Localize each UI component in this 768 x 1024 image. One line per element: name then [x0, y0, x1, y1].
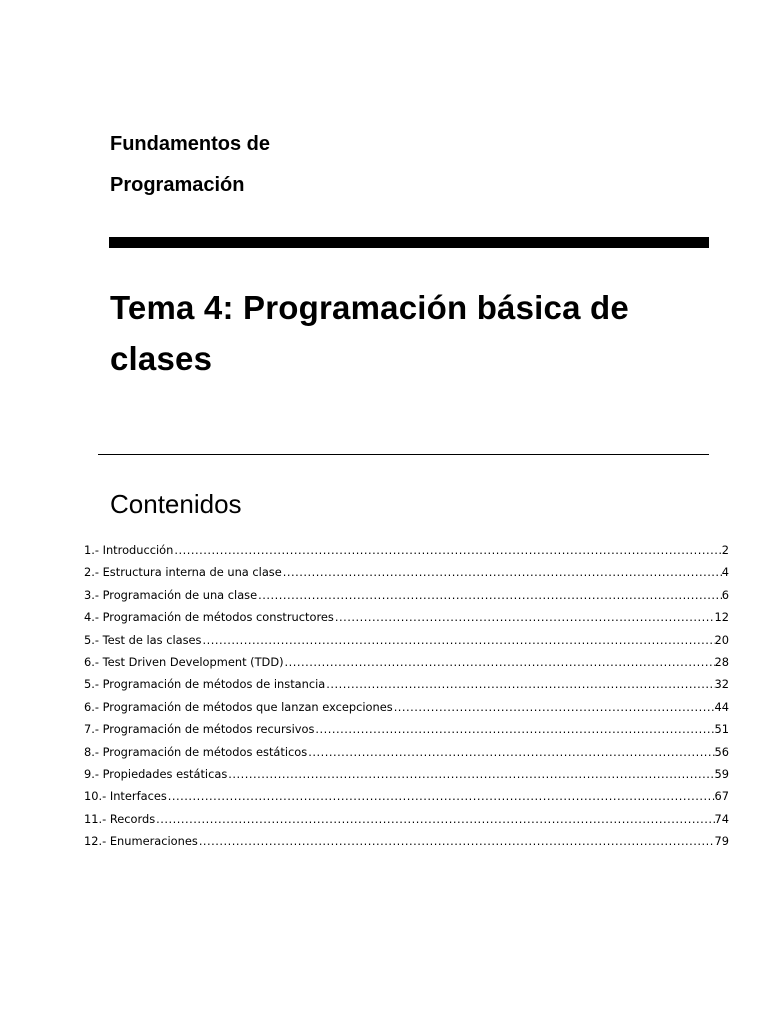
toc-entry-page: 6 [721, 587, 729, 602]
toc-entry-label: 7.- Programación de métodos recursivos [84, 722, 315, 737]
toc-dot-leader [393, 696, 715, 718]
toc-entry-label: 4.- Programación de métodos constructores [84, 610, 334, 625]
toc-entry-page: 12 [714, 610, 729, 625]
toc-dot-leader [198, 830, 715, 852]
toc-entry-page: 32 [714, 677, 729, 692]
toc-dot-leader [282, 561, 722, 583]
document-title-line1: Tema 4: Programación básica de [110, 289, 629, 326]
document-title [110, 282, 730, 384]
toc-entry[interactable] [84, 606, 729, 628]
toc-entry-label: 6.- Programación de métodos que lanzan excepciones [84, 699, 393, 714]
toc-dot-leader [257, 584, 722, 606]
document-title-line2: clases [110, 340, 213, 377]
toc-entry-page: 28 [714, 654, 729, 669]
toc-entry[interactable] [84, 584, 729, 606]
course-title [110, 124, 270, 206]
toc-entry[interactable] [84, 808, 729, 830]
toc-entry-page: 67 [714, 789, 729, 804]
toc-entry-page: 56 [714, 744, 729, 759]
toc-entry-label: 1.- Introducción [84, 543, 174, 557]
toc-dot-leader [325, 673, 714, 695]
toc-entry[interactable] [84, 696, 729, 718]
toc-heading: Contenidos [110, 489, 242, 519]
toc-entry-label: 11.- Records [84, 811, 156, 826]
toc-dot-leader [202, 629, 715, 651]
toc-dot-leader [314, 718, 714, 740]
toc-entry-label: 5.- Programación de métodos de instancia [84, 677, 326, 692]
toc-entry[interactable] [84, 629, 729, 651]
toc-entry-page: 2 [721, 543, 729, 557]
toc-entry-label: 10.- Interfaces [84, 789, 167, 804]
toc-entry[interactable] [84, 673, 729, 695]
toc-entry[interactable] [84, 785, 729, 807]
toc-entry-label: 8.- Programación de métodos estáticos [84, 744, 308, 759]
toc-dot-leader [173, 539, 721, 561]
toc-entry-label: 3.- Programación de una clase [84, 587, 258, 602]
toc-dot-leader [334, 606, 715, 628]
toc-entry-page: 74 [714, 811, 729, 826]
toc-entry-page: 4 [721, 565, 729, 580]
toc-entry[interactable] [84, 741, 729, 763]
thick-divider [109, 237, 709, 248]
course-title-line2: Programación [110, 174, 245, 196]
toc-dot-leader [284, 651, 715, 673]
toc-entry-label: 2.- Estructura interna de una clase [84, 565, 282, 580]
toc-dot-leader [167, 785, 715, 807]
toc-entry-page: 44 [714, 699, 729, 714]
toc-entry-page: 20 [714, 632, 729, 647]
toc-entry[interactable] [84, 561, 729, 583]
toc-entry[interactable] [84, 830, 729, 852]
thin-divider [98, 454, 709, 455]
toc-entry-label: 5.- Test de las clases [84, 632, 202, 647]
course-title-line1: Fundamentos de [110, 133, 271, 155]
toc-entry[interactable] [84, 539, 729, 561]
toc-entry-page: 59 [714, 766, 729, 781]
toc-dot-leader [227, 763, 714, 785]
table-of-contents [84, 539, 729, 852]
toc-dot-leader [307, 741, 714, 763]
toc-entry[interactable] [84, 718, 729, 740]
toc-entry[interactable] [84, 651, 729, 673]
toc-entry-page: 51 [714, 722, 729, 737]
toc-entry-page: 79 [714, 834, 729, 849]
toc-entry-label: 9.- Propiedades estáticas [84, 766, 228, 781]
toc-entry[interactable] [84, 763, 729, 785]
toc-dot-leader [155, 808, 714, 830]
toc-entry-label: 12.- Enumeraciones [84, 834, 198, 849]
toc-entry-label: 6.- Test Driven Development (TDD) [84, 654, 284, 669]
